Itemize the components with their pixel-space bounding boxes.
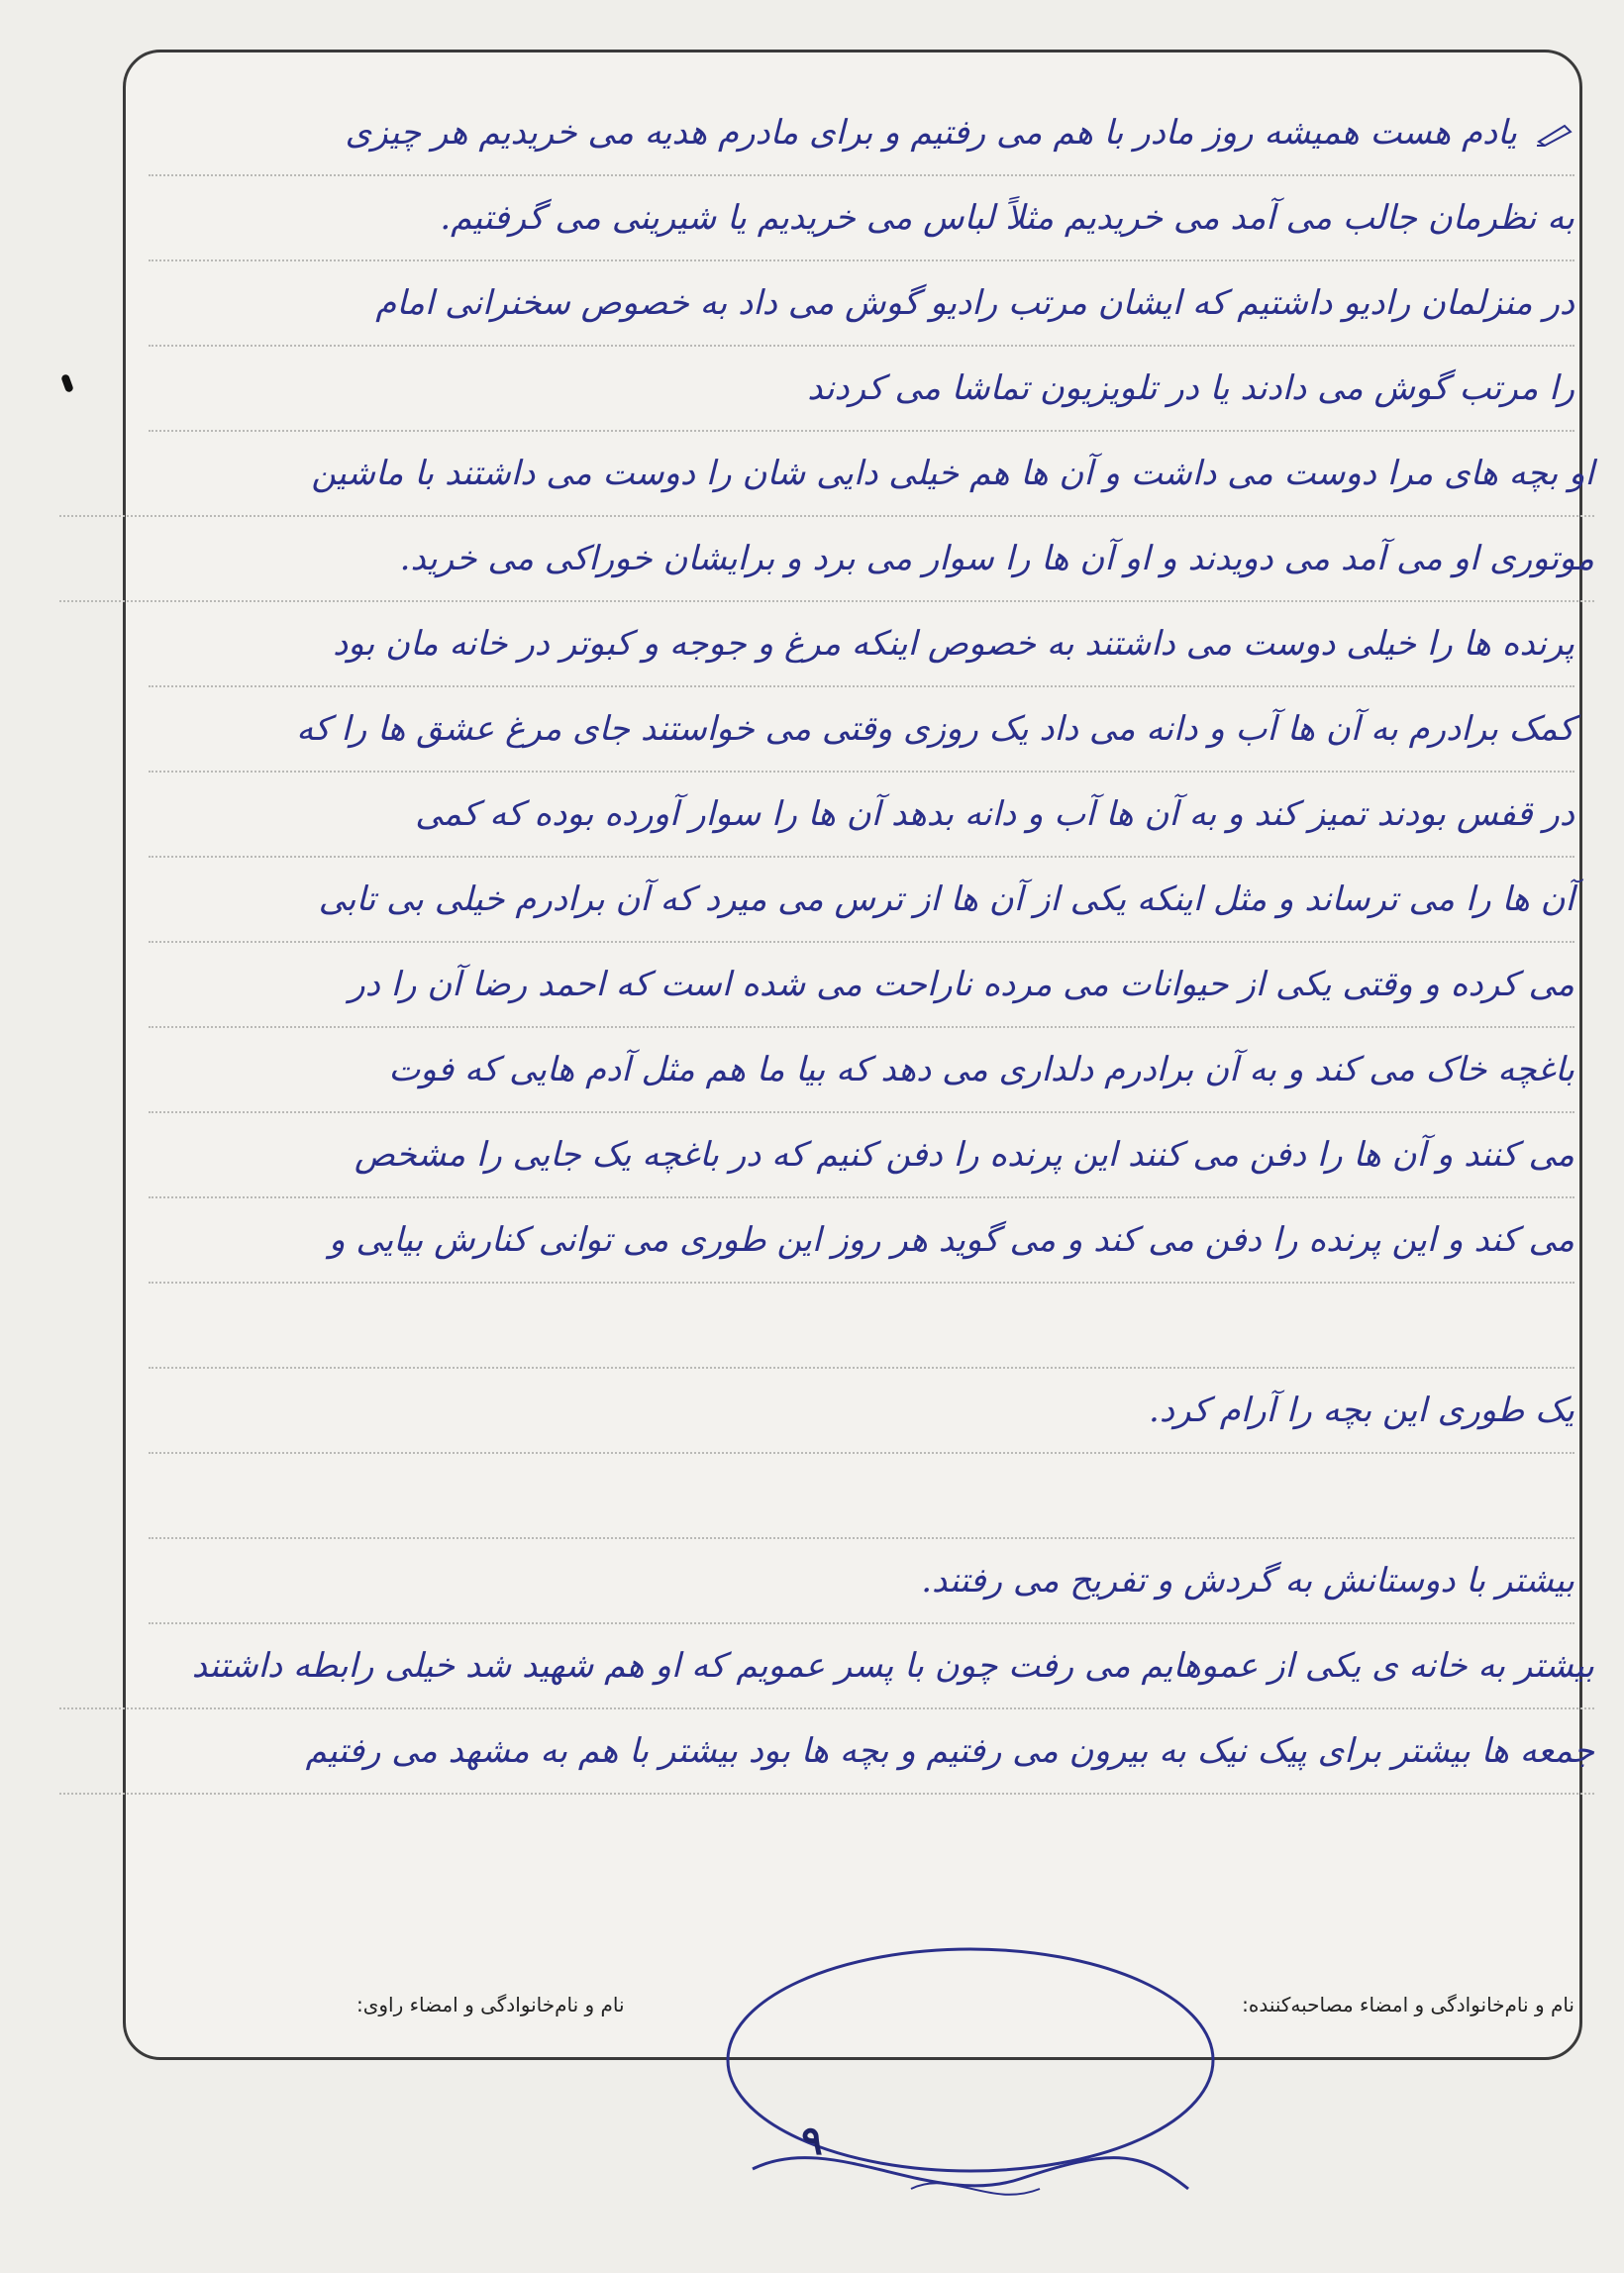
text-line: پرنده ها را خیلی دوست می داشتند به خصوص اینکه مرغ و جوجه و کبوتر در خانه مان بود [149, 602, 1574, 687]
text-line [149, 1284, 1574, 1369]
ink-mark [60, 373, 74, 393]
text-line: موتوری او می آمد می دویدند و او آن ها را سوار می برد و برایشان خوراکی می خرید. [59, 517, 1594, 602]
text-line: بیشتر به خانه ی یکی از عموهایم می رفت چون با پسر عمویم که او هم شهید شد خیلی رابطه داشتند [59, 1624, 1594, 1709]
text-line: بیشتر با دوستانش به گردش و تفریح می رفتند. [149, 1539, 1574, 1624]
text-line: به نظرمان جالب می آمد می خریدیم مثلاً لباس می خریدیم یا شیرینی می گرفتیم. [149, 176, 1574, 261]
handwritten-body [149, 91, 1594, 1795]
text-line: در قفس بودند تمیز کند و به آن ها آب و دانه بدهد آن ها را سوار آورده بوده که کمی [149, 773, 1574, 858]
text-line: می کند و این پرنده را دفن می کند و می گوید هر روز این طوری می توانی کنارش بیایی و [149, 1198, 1574, 1284]
text-line: می کرده و وقتی یکی از حیوانات می مرده ناراحت می شده است که احمد رضا آن را در [149, 943, 1574, 1028]
text-line: در منزلمان رادیو داشتیم که ایشان مرتب رادیو گوش می داد به خصوص سخنرانی امام [149, 261, 1574, 347]
text-line: یک طوری این بچه را آرام کرد. [149, 1369, 1574, 1454]
text-line: را مرتب گوش می دادند یا در تلویزیون تماشا می کردند [149, 347, 1574, 432]
interviewer-signature-label: نام و نام‌خانوادگی و امضاء مصاحبه‌کننده: [1242, 1993, 1574, 2016]
page-number: ۹ [801, 2118, 823, 2164]
pen-icon [1535, 122, 1574, 148]
text-line-content: یادم هست همیشه روز مادر با هم می رفتیم و برای مادرم هدیه می خریدیم هر چیزی [345, 113, 1517, 153]
text-line: او بچه های مرا دوست می داشت و آن ها هم خیلی دایی شان را دوست می داشتند با ماشین [59, 432, 1594, 517]
text-line: می کنند و آن ها را دفن می کنند این پرنده را دفن کنیم که در باغچه یک جایی را مشخص [149, 1113, 1574, 1198]
text-line: آن ها را می ترساند و مثل اینکه یکی از آن ها از ترس می میرد که آن برادرم خیلی بی تابی [149, 858, 1574, 943]
text-line: جمعه ها بیشتر برای پیک نیک به بیرون می رفتیم و بچه ها بود بیشتر با هم به مشهد می رفتیم [59, 1709, 1594, 1795]
narrator-signature-label: نام و نام‌خانوادگی و امضاء راوی: [356, 1993, 625, 2016]
text-line [149, 1454, 1574, 1539]
signature-footer [356, 1993, 1574, 2016]
text-line: باغچه خاک می کند و به آن برادرم دلداری می دهد که بیا ما هم مثل آدم هایی که فوت [149, 1028, 1574, 1113]
text-line: کمک برادرم به آن ها آب و دانه می داد یک روزی وقتی می خواستند جای مرغ عشق ها را که [149, 687, 1574, 773]
text-line [149, 91, 1574, 176]
